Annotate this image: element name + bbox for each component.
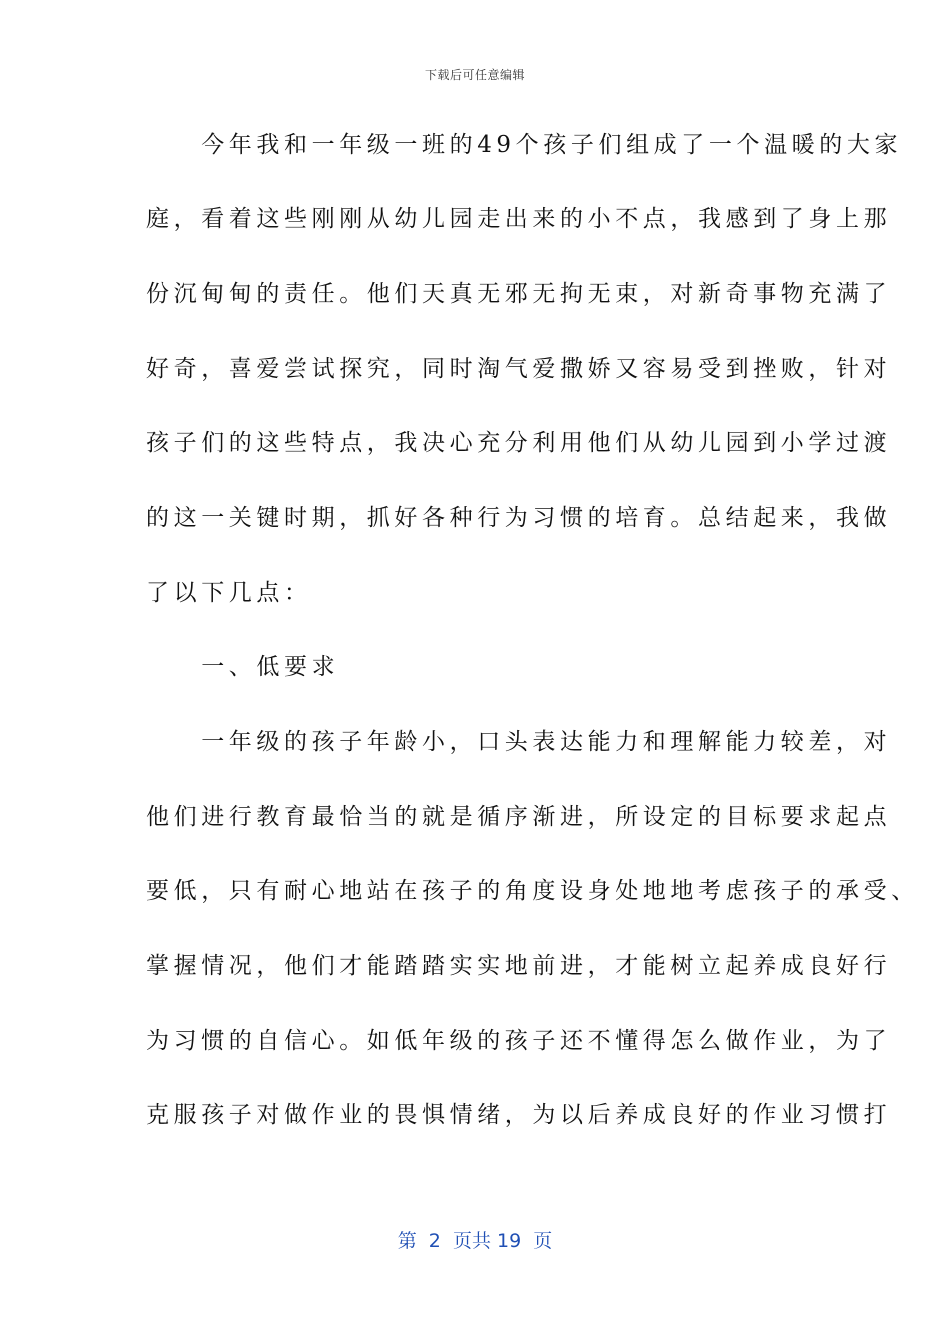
body-line: 好奇，喜爱尝试探究，同时淘气爱撒娇又容易受到挫败，针对 xyxy=(146,356,892,382)
body-line: 一年级的孩子年龄小，口头表达能力和理解能力较差，对 xyxy=(146,729,892,755)
body-line: 今年我和一年级一班的49个孩子们组成了一个温暖的大家 xyxy=(146,132,903,158)
body-line: 了以下几点： xyxy=(146,580,312,606)
body-line: 份沉甸甸的责任。他们天真无邪无拘无束，对新奇事物充满了 xyxy=(146,281,892,307)
body-line: 克服孩子对做作业的畏惧情绪，为以后养成良好的作业习惯打 xyxy=(146,1102,892,1128)
body-line: 他们进行教育最恰当的就是循序渐进，所设定的目标要求起点 xyxy=(146,804,892,830)
body-line: 要低，只有耐心地站在孩子的角度设身处地地考虑孩子的承受、 xyxy=(146,878,919,904)
body-line: 的这一关键时期，抓好各种行为习惯的培育。总结起来，我做 xyxy=(146,505,892,531)
body-line: 掌握情况，他们才能踏踏实实地前进，才能树立起养成良好行 xyxy=(146,953,892,979)
header-note: 下载后可任意编辑 xyxy=(424,68,525,82)
body-line: 庭，看着这些刚刚从幼儿园走出来的小不点，我感到了身上那 xyxy=(146,206,892,232)
body-line: 孩子们的这些特点，我决心充分利用他们从幼儿园到小学过渡 xyxy=(146,430,892,456)
body-line: 为习惯的自信心。如低年级的孩子还不懂得怎么做作业，为了 xyxy=(146,1028,892,1054)
page-number-footer: 第 2 页共 19 页 xyxy=(397,1230,553,1252)
section-heading: 一、低要求 xyxy=(146,654,340,680)
